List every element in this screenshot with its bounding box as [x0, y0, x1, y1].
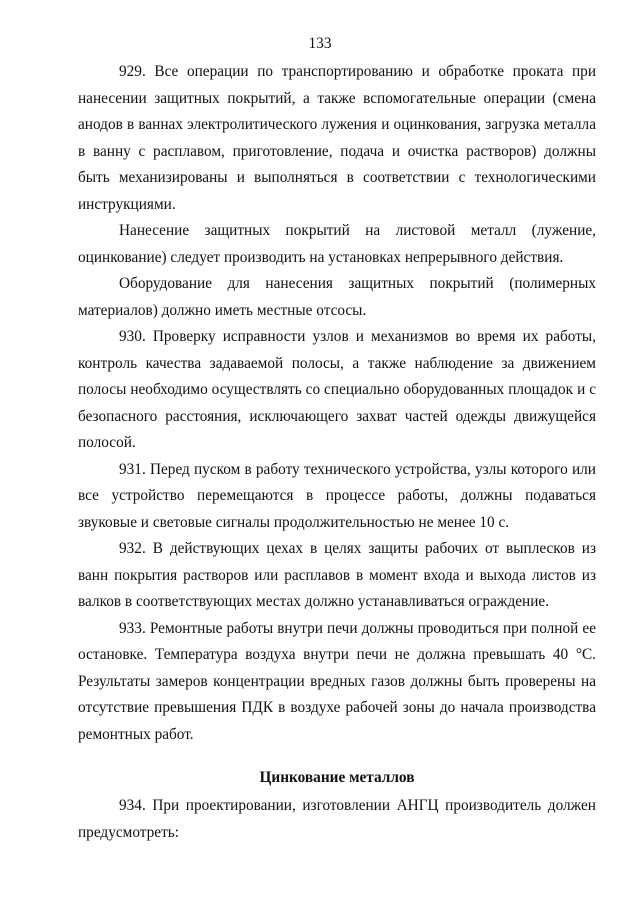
- paragraph-equipment-exhaust: Оборудование для нанесения защитных покрытий (полимерных материалов) должно иметь местные отсосы.: [78, 275, 596, 319]
- paragraph-932: 932. В действующих цехах в целях защиты рабочих от выплесков из ванн покрытия растворов или расплавов в момент входа и выхода листов из валков в соответствующих местах должно устанавливаться ограждение.: [78, 540, 596, 610]
- page-content: [78, 59, 596, 846]
- paragraph-934: 934. При проектировании, изготовлении АНГЦ производитель должен предусмотреть:: [78, 797, 596, 841]
- paragraph-933: 933. Ремонтные работы внутри печи должны проводиться при полной ее остановке. Температура воздуха внутри печи не должна превышать 40 °С. Результаты замеров концентрации вредных газов должны быть проверены на отсутствие превышения ПДК в воздухе рабочей зоны до начала производства ремонтных работ.: [78, 619, 596, 743]
- section-heading: Цинкование металлов: [259, 769, 415, 786]
- page-number: 133: [308, 35, 332, 52]
- paragraph-coating-sheet-metal: Нанесение защитных покрытий на листовой металл (лужение, оцинкование) следует производить на установках непрерывного действия.: [78, 222, 596, 266]
- paragraph-931: 931. Перед пуском в работу технического устройства, узлы которого или все устройство перемещаются в процессе работы, должны подаваться звуковые и световые сигналы продолжительностью не менее 10 с.: [78, 460, 596, 531]
- paragraph-930: 930. Проверку исправности узлов и механизмов во время их работы, контроль качества задаваемой полосы, а также наблюдение за движением полосы необходимо осуществлять со специально оборудованных площадок и с безопасного расстояния, исключающего захват частей одежды движущейся полосой.: [78, 328, 596, 451]
- paragraph-929: 929. Все операции по транспортированию и обработке проката при нанесении защитных покрытий, а также вспомогательные операции (смена анодов в ваннах электролитического лужения и оцинкования, загрузка металла в ванну с расплавом, приготовление, подача и очистка растворов) должны быть механизированы и выполняться в соответствии с технологическими инструкциями.: [78, 63, 596, 213]
